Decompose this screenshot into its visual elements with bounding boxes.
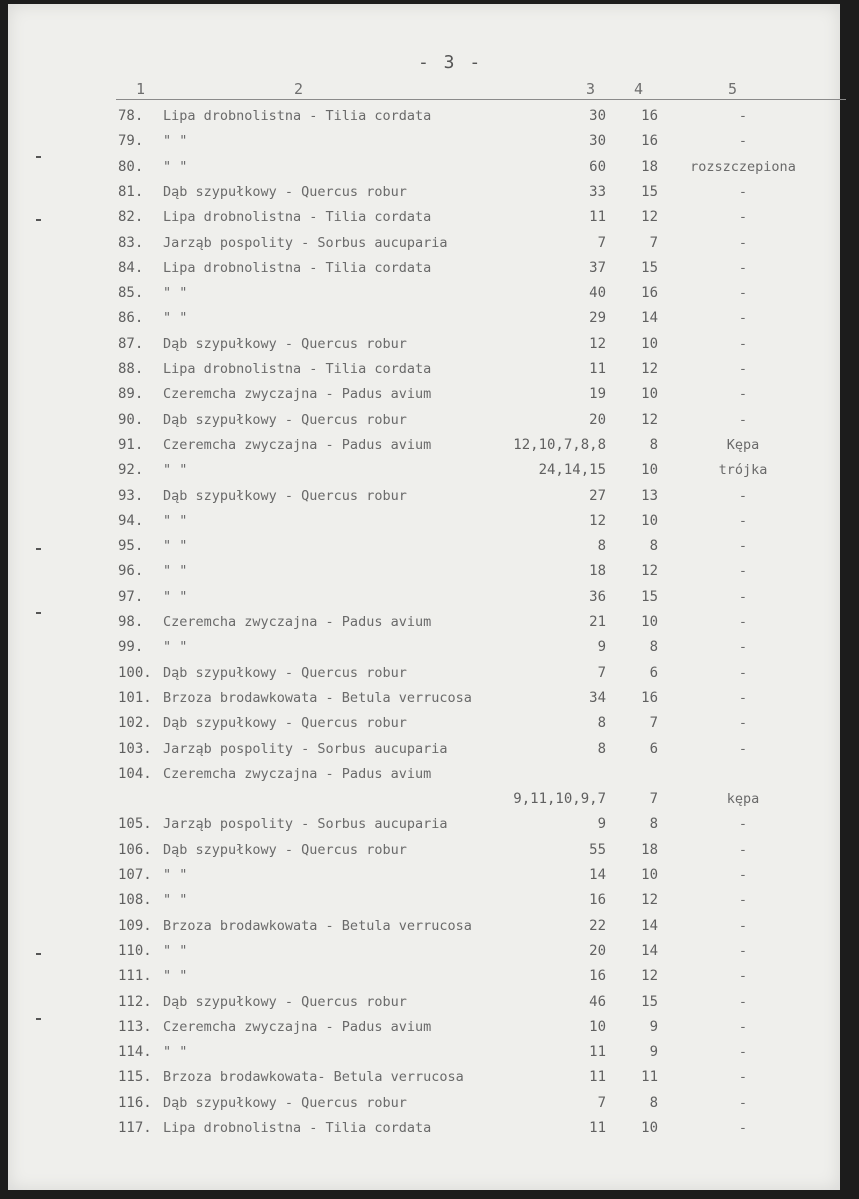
species-name: Dąb szypułkowy - Quercus robur [163,664,407,681]
row-number: 92. [118,462,144,479]
remarks: - [738,1069,748,1086]
tree-height: 6 [649,740,658,757]
trunk-circumference: 12,10,7,8,8 [513,436,606,453]
tree-height: 14 [641,310,658,327]
remarks: - [738,942,748,959]
species-name: Dąb szypułkowy - Quercus robur [163,487,407,504]
remarks: trójka [718,462,768,479]
species-name: Dąb szypułkowy - Quercus robur [163,183,407,200]
remarks: - [738,993,748,1010]
table-row [8,639,848,663]
remarks: - [738,285,748,302]
species-name: Jarząb pospolity - Sorbus aucuparia [163,234,448,251]
remarks: - [738,715,748,732]
header-rule [116,99,846,100]
row-number: 96. [118,563,144,580]
tree-height: 9 [649,1044,658,1061]
tree-height: 10 [641,867,658,883]
tree-height: 15 [641,993,658,1010]
column-header-4: 4 [634,80,644,98]
trunk-circumference: 30 [589,133,606,150]
remarks: - [738,335,748,352]
species-name: " " [163,1044,188,1061]
tree-height: 12 [641,892,658,909]
table-row [8,361,848,385]
trunk-circumference: 20 [589,411,606,428]
scan-mark [36,548,41,550]
remarks: - [738,816,748,833]
row-number: 80. [118,158,144,175]
trunk-circumference: 8 [597,538,606,555]
tree-height: 9 [649,1018,658,1035]
remarks: - [738,538,748,555]
table-row [8,715,848,739]
species-name: " " [163,563,188,580]
species-name: Brzoza brodawkowata- Betula verrucosa [163,1069,464,1086]
tree-height: 10 [641,462,658,479]
species-name: Czeremcha zwyczajna - Padus avium [163,436,432,453]
table-row [8,310,848,334]
row-number: 99. [118,639,144,656]
row-number: 106. [118,841,152,858]
trunk-circumference: 11 [589,1120,606,1136]
scan-mark [36,156,41,158]
table-row [8,1019,848,1043]
trunk-circumference: 9,11,10,9,7 [513,791,606,808]
trunk-circumference: 14 [589,867,606,883]
tree-height: 18 [641,841,658,858]
table-row [8,563,848,587]
row-number: 114. [118,1044,152,1061]
table-row [8,108,848,132]
row-number: 117. [118,1120,152,1136]
table-row [8,766,848,790]
remarks: - [738,639,748,656]
species-name: " " [163,639,188,656]
remarks: - [738,588,748,605]
row-number: 98. [118,614,144,630]
species-name: Jarząb pospolity - Sorbus aucuparia [163,740,448,757]
table-row [8,235,848,259]
remarks: - [738,664,748,681]
table-row [8,336,848,360]
tree-height: 15 [641,259,658,276]
remarks: - [738,209,748,226]
tree-height: 8 [649,816,658,833]
tree-height: 7 [649,715,658,732]
table-row [8,513,848,537]
row-number: 113. [118,1018,152,1035]
remarks: - [738,361,748,377]
table-row [8,614,848,638]
species-name: Brzoza brodawkowata - Betula verrucosa [163,917,472,934]
row-number: 111. [118,968,152,985]
species-name: Czeremcha zwyczajna - Padus avium [163,765,432,782]
table-row [8,159,848,183]
species-name: Czeremcha zwyczajna - Padus avium [163,614,432,630]
species-name: " " [163,538,188,555]
tree-height: 8 [649,639,658,656]
tree-height: 14 [641,917,658,934]
trunk-circumference: 21 [589,614,606,630]
species-name: Lipa drobnolistna - Tilia cordata [163,108,432,124]
remarks: - [738,183,748,200]
tree-height: 7 [649,234,658,251]
species-name: Dąb szypułkowy - Quercus robur [163,841,407,858]
table-row [8,285,848,309]
remarks: - [738,259,748,276]
remarks: - [738,917,748,934]
trunk-circumference: 10 [589,1018,606,1035]
trunk-circumference: 30 [589,108,606,124]
trunk-circumference: 9 [597,816,606,833]
remarks: - [738,740,748,757]
tree-height: 8 [649,436,658,453]
species-name: Czeremcha zwyczajna - Padus avium [163,1018,432,1035]
table-row [8,488,848,512]
trunk-circumference: 18 [589,563,606,580]
tree-height: 6 [649,664,658,681]
row-number: 112. [118,993,152,1010]
remarks: - [738,1094,748,1111]
table-row [8,892,848,916]
trunk-circumference: 12 [589,512,606,529]
remarks: - [738,563,748,580]
trunk-circumference: 11 [589,1044,606,1061]
remarks: - [738,133,748,150]
row-number: 110. [118,942,152,959]
trunk-circumference: 22 [589,917,606,934]
row-number: 101. [118,689,152,706]
scan-mark [36,1018,41,1020]
species-name: Dąb szypułkowy - Quercus robur [163,335,407,352]
table-row [8,994,848,1018]
species-name: " " [163,942,188,959]
remarks: - [738,968,748,985]
trunk-circumference: 7 [597,1094,606,1111]
remarks: - [738,1044,748,1061]
trunk-circumference: 8 [597,740,606,757]
trunk-circumference: 55 [589,841,606,858]
trunk-circumference: 12 [589,335,606,352]
species-name: Dąb szypułkowy - Quercus robur [163,411,407,428]
remarks: - [738,310,748,327]
row-number: 115. [118,1069,152,1086]
table-row [8,741,848,765]
table-row [8,209,848,233]
species-name: Jarząb pospolity - Sorbus aucuparia [163,816,448,833]
table-row [8,791,848,815]
species-name: " " [163,892,188,909]
remarks: rozszczepiona [690,158,796,175]
row-number: 86. [118,310,144,327]
tree-height: 15 [641,183,658,200]
table-row [8,816,848,840]
tree-height: 8 [649,1094,658,1111]
trunk-circumference: 60 [589,158,606,175]
table-row [8,690,848,714]
row-number: 104. [118,765,152,782]
tree-height: 16 [641,133,658,150]
remarks: - [738,234,748,251]
species-name: Lipa drobnolistna - Tilia cordata [163,259,432,276]
remarks: - [738,386,748,403]
species-name: " " [163,158,188,175]
trunk-circumference: 24,14,15 [538,462,606,479]
table-row [8,386,848,410]
row-number: 78. [118,108,144,124]
row-number: 102. [118,715,152,732]
tree-height: 8 [649,538,658,555]
row-number: 105. [118,816,152,833]
row-number: 88. [118,361,144,377]
trunk-circumference: 11 [589,361,606,377]
tree-height: 18 [641,158,658,175]
trunk-circumference: 11 [589,209,606,226]
scan-mark [36,219,41,221]
tree-height: 15 [641,588,658,605]
remarks: - [738,892,748,909]
trunk-circumference: 16 [589,968,606,985]
column-header-2: 2 [294,80,304,98]
column-header-1: 1 [136,80,146,98]
row-number: 89. [118,386,144,403]
row-number: 97. [118,588,144,605]
tree-height: 13 [641,487,658,504]
row-number: 103. [118,740,152,757]
remarks: - [738,689,748,706]
tree-height: 16 [641,285,658,302]
row-number: 100. [118,664,152,681]
species-name: Lipa drobnolistna - Tilia cordata [163,361,432,377]
table-row [8,133,848,157]
row-number: 94. [118,512,144,529]
remarks: - [738,411,748,428]
tree-height: 10 [641,614,658,630]
row-number: 91. [118,436,144,453]
table-row [8,538,848,562]
species-name: Dąb szypułkowy - Quercus robur [163,1094,407,1111]
remarks: - [738,512,748,529]
remarks: - [738,108,748,124]
species-name: " " [163,285,188,302]
tree-height: 12 [641,361,658,377]
trunk-circumference: 7 [597,234,606,251]
remarks: - [738,867,748,883]
species-name: " " [163,133,188,150]
table-row [8,1044,848,1068]
table-row [8,1095,848,1119]
tree-height: 10 [641,386,658,403]
row-number: 107. [118,867,152,883]
species-name: Dąb szypułkowy - Quercus robur [163,993,407,1010]
row-number: 95. [118,538,144,555]
tree-height: 12 [641,411,658,428]
species-name: " " [163,968,188,985]
tree-height: 10 [641,335,658,352]
tree-height: 16 [641,108,658,124]
table-row [8,943,848,967]
trunk-circumference: 16 [589,892,606,909]
trunk-circumference: 11 [589,1069,606,1086]
trunk-circumference: 36 [589,588,606,605]
column-header-5: 5 [728,80,738,98]
row-number: 116. [118,1094,152,1111]
trunk-circumference: 19 [589,386,606,403]
species-name: Dąb szypułkowy - Quercus robur [163,715,407,732]
tree-height: 12 [641,968,658,985]
species-name: Lipa drobnolistna - Tilia cordata [163,209,432,226]
remarks: - [738,614,748,630]
table-row [8,842,848,866]
row-number: 109. [118,917,152,934]
trunk-circumference: 9 [597,639,606,656]
row-number: 79. [118,133,144,150]
table-row [8,1120,848,1144]
table-row [8,665,848,689]
tree-height: 14 [641,942,658,959]
remarks: - [738,1120,748,1136]
species-name: " " [163,462,188,479]
table-row [8,462,848,486]
trunk-circumference: 34 [589,689,606,706]
row-number: 83. [118,234,144,251]
species-name: " " [163,867,188,883]
tree-height: 16 [641,689,658,706]
row-number: 81. [118,183,144,200]
remarks: kępa [726,791,760,808]
trunk-circumference: 29 [589,310,606,327]
row-number: 108. [118,892,152,909]
tree-height: 12 [641,209,658,226]
species-name: Czeremcha zwyczajna - Padus avium [163,386,432,403]
species-name: " " [163,310,188,327]
trunk-circumference: 37 [589,259,606,276]
scan-mark [36,612,41,614]
tree-height: 12 [641,563,658,580]
trunk-circumference: 33 [589,183,606,200]
trunk-circumference: 27 [589,487,606,504]
column-header-3: 3 [586,80,596,98]
tree-height: 7 [649,791,658,808]
tree-height: 11 [641,1069,658,1086]
table-row [8,184,848,208]
table-row [8,867,848,891]
remarks: - [738,1018,748,1035]
remarks: Kępa [726,436,760,453]
tree-height: 10 [641,512,658,529]
trunk-circumference: 46 [589,993,606,1010]
table-row [8,260,848,284]
remarks: - [738,841,748,858]
species-name: " " [163,588,188,605]
document-page [8,4,840,1190]
table-row [8,968,848,992]
table-row [8,918,848,942]
trunk-circumference: 20 [589,942,606,959]
scan-mark [36,953,41,955]
species-name: Brzoza brodawkowata - Betula verrucosa [163,689,472,706]
row-number: 93. [118,487,144,504]
table-row [8,437,848,461]
row-number: 87. [118,335,144,352]
trunk-circumference: 7 [597,664,606,681]
table-row [8,589,848,613]
table-row [8,1069,848,1093]
row-number: 84. [118,259,144,276]
species-name: Lipa drobnolistna - Tilia cordata [163,1120,432,1136]
trunk-circumference: 40 [589,285,606,302]
trunk-circumference: 8 [597,715,606,732]
tree-height: 10 [641,1120,658,1136]
row-number: 85. [118,285,144,302]
remarks: - [738,487,748,504]
row-number: 82. [118,209,144,226]
species-name: " " [163,512,188,529]
page-number: - 3 - [418,52,483,73]
row-number: 90. [118,411,144,428]
table-row [8,412,848,436]
